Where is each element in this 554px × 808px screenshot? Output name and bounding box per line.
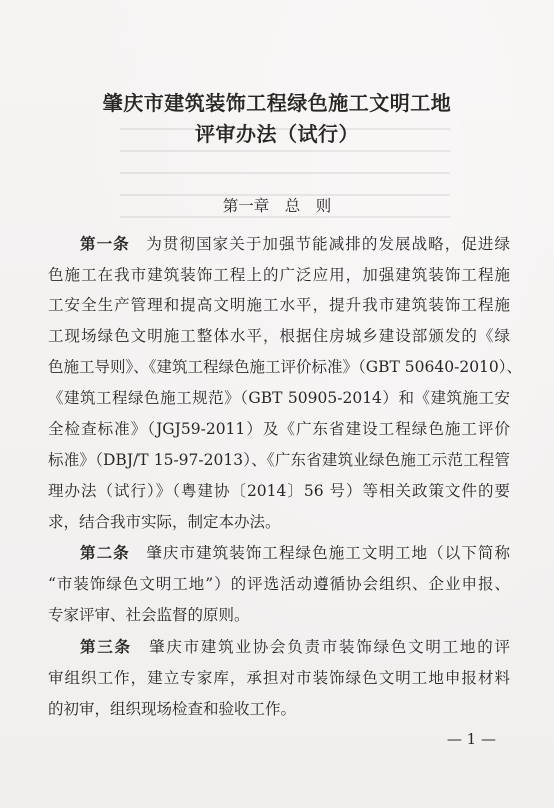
article1-line7: 全检查标准》（JGJ59-2011）及《广东省建设工程绿色施工评价	[48, 420, 510, 438]
article3-label: 第三条	[80, 638, 132, 656]
article1-line4: 工现场绿色文明施工整体水平，根据住房城乡建设部颁发的《绿	[48, 327, 510, 345]
article3-line2: 审组织工作，建立专家库，承担对市装饰绿色文明工地申报材料	[48, 669, 510, 687]
article2-line2: “市装饰绿色文明工地”）的评选活动遵循协会组织、企业申报、	[48, 575, 510, 593]
article1-line5: 色施工导则》、《建筑工程绿色施工评价标准》（GBT 50640-2010）、	[48, 358, 523, 376]
chapter-heading: 第一章 总 则	[222, 197, 332, 215]
article1-line10: 求，结合我市实际，制定本办法。	[48, 513, 281, 531]
article2-line3: 专家评审、社会监督的原则。	[48, 606, 250, 624]
article1-line9: 理办法（试行）》（粤建协〔2014〕56 号）等相关政策文件的要	[48, 482, 510, 500]
article1-label: 第一条	[80, 235, 130, 253]
article2-label: 第二条	[80, 544, 130, 562]
article2-line1: 第二条 肇庆市建筑装饰工程绿色施工文明工地（以下简称	[80, 544, 510, 562]
document-title-line2: 评审办法（试行）	[195, 122, 359, 146]
article1-line3: 工安全生产管理和提高文明施工水平，提升我市建筑装饰工程施	[48, 296, 510, 314]
article1-line1: 第一条 为贯彻国家关于加强节能减排的发展战略，促进绿	[80, 235, 510, 253]
article3-line3: 的初审，组织现场检查和验收工作。	[48, 700, 297, 718]
article1-line8: 标准》（DBJ/T 15-97-2013）、《广东省建筑业绿色施工示范工程管	[48, 451, 510, 469]
article1-line6: 《建筑工程绿色施工规范》（GBT 50905-2014）和《建筑施工安	[48, 389, 510, 407]
article1-line2: 色施工在我市建筑装饰工程上的广泛应用，加强建筑装饰工程施	[48, 266, 510, 284]
document-title-line1: 肇庆市建筑装饰工程绿色施工文明工地	[102, 91, 452, 115]
page-number: — 1 —	[446, 730, 496, 748]
article3-line1: 第三条 肇庆市建筑业协会负责市装饰绿色文明工地的评	[80, 638, 510, 656]
